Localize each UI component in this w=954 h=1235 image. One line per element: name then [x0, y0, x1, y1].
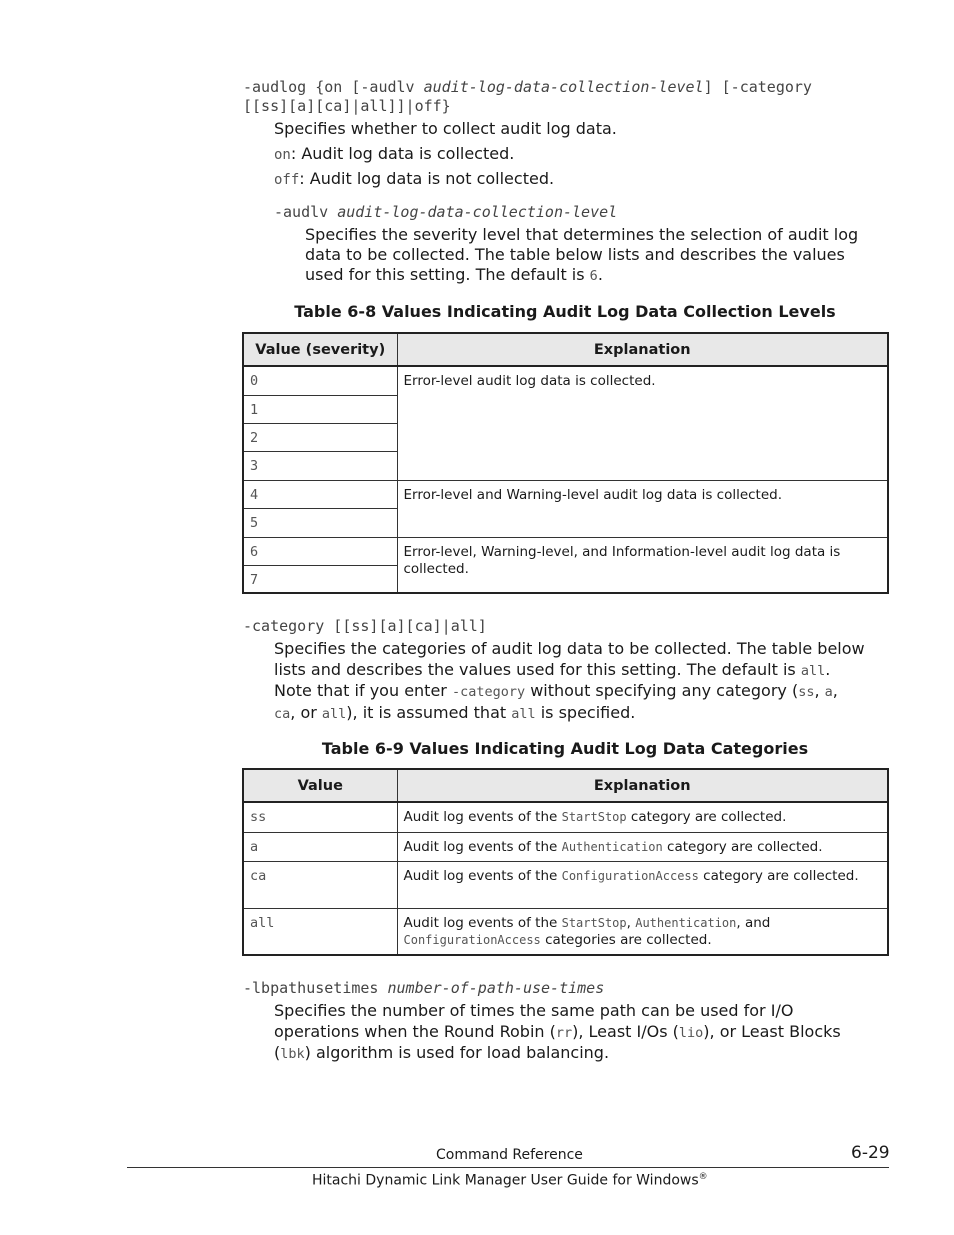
- lbpath-desc-line2: [274, 1022, 841, 1044]
- table2-all-pre: Audit log events of the: [403, 914, 562, 931]
- footer-guide-text: Hitachi Dynamic Link Manager User Guide for Windows: [312, 1172, 699, 1189]
- audlog-syntax: [243, 78, 812, 116]
- table2-header-value: Value: [243, 769, 397, 802]
- audlv-description: [305, 225, 858, 286]
- lbpath-syntax: [243, 979, 604, 997]
- lbpath-option: -lbpathusetimes: [243, 979, 379, 997]
- table2-all-code1: StartStop: [561, 915, 627, 930]
- table1: [242, 332, 889, 594]
- footer-guide-title: [312, 1172, 708, 1189]
- audlv-arg: audit-log-data-collection-level: [337, 203, 618, 221]
- category-description: [274, 639, 865, 724]
- lbpath-rr-code: rr: [555, 1024, 573, 1041]
- table1-caption: Table 6-8 Values Indicating Audit Log Data Collection Levels: [294, 302, 836, 321]
- category-l4-text: , or: [290, 702, 322, 722]
- table2-header-explanation: Explanation: [397, 769, 888, 802]
- table1-value-3: 3: [243, 451, 397, 480]
- audlv-desc-line3: [305, 265, 858, 286]
- table-row: [243, 832, 888, 861]
- table1-header-value: Value (severity): [243, 333, 397, 366]
- category-ss-code: ss: [798, 684, 815, 700]
- lbpath-desc-line1: Specifies the number of times the same path can be used for I/O: [274, 1001, 794, 1020]
- table2-all-sep1: ,: [626, 914, 636, 931]
- category-default-code: all: [800, 662, 826, 679]
- table1-explanation-1: Error-level and Warning-level audit log data is collected.: [397, 480, 888, 537]
- category-l3-end: ,: [832, 681, 838, 700]
- category-desc-line2: [274, 660, 865, 682]
- table1-explanation-0: Error-level audit log data is collected.: [397, 366, 888, 480]
- category-a-code: a: [824, 684, 833, 700]
- table2-all-sep2: , and: [736, 914, 771, 931]
- table2-all-post: categories are collected.: [540, 931, 712, 948]
- table1-explanation-2: Error-level, Warning-level, and Information-level audit log data is collected.: [397, 537, 888, 593]
- table2-caption: Table 6-9 Values Indicating Audit Log Data Categories: [321, 739, 809, 758]
- table2-value-a: a: [243, 832, 397, 861]
- audlog-syntax-line2: [[ss][a][ca]|all]]|off}: [243, 97, 451, 115]
- table2-ca-code: ConfigurationAccess: [561, 868, 699, 883]
- audlog-off-line: [274, 169, 554, 190]
- table1-value-5: 5: [243, 508, 397, 537]
- category-all-code-2: all: [511, 705, 536, 722]
- table1-value-2: 2: [243, 423, 397, 451]
- table2-value-all: all: [243, 908, 397, 955]
- table2: [242, 768, 889, 956]
- off-code: off: [274, 172, 300, 188]
- table1-value-4: 4: [243, 480, 397, 508]
- audlog-description: Specifies whether to collect audit log data.: [274, 119, 617, 138]
- table2-explanation-all: [397, 908, 888, 955]
- table2-ss-pre: Audit log events of the: [403, 809, 562, 825]
- table1-value-1: 1: [243, 395, 397, 423]
- table2-a-post: category are collected.: [662, 838, 823, 855]
- table2-all-code3: ConfigurationAccess: [403, 932, 541, 947]
- category-l3-text: Note that if you enter: [274, 681, 452, 700]
- audlv-option: -audlv: [274, 203, 329, 221]
- audlv-desc-line3-text: used for this setting. The default is: [305, 265, 590, 284]
- registered-mark: ®: [698, 1172, 708, 1182]
- audlv-desc-line3-end: .: [597, 265, 603, 284]
- lbpath-l2-end: ), or Least Blocks: [703, 1021, 841, 1041]
- lbpath-l3-open: (: [274, 1043, 281, 1062]
- table2-a-code: Authentication: [561, 839, 663, 854]
- table1-value-7: 7: [243, 565, 397, 593]
- table2-ca-pre: Audit log events of the: [403, 867, 562, 884]
- category-desc-line4: [274, 703, 865, 725]
- category-all-code: all: [321, 705, 347, 722]
- on-code: on: [274, 147, 291, 163]
- table2-explanation-ca: [397, 861, 888, 908]
- table2-all-code2: Authentication: [635, 915, 737, 930]
- table1-value-6: 6: [243, 537, 397, 565]
- category-l2-end: .: [825, 659, 831, 679]
- lbpath-lio-code: lio: [678, 1024, 704, 1041]
- table-row: [243, 908, 888, 955]
- category-l4-text2: ), it is assumed that: [346, 702, 512, 722]
- category-l3-text2: without specifying any category (: [525, 681, 799, 700]
- table2-header-row: [243, 769, 888, 802]
- table2-explanation-a: [397, 832, 888, 861]
- category-l3-sep: ,: [814, 681, 825, 700]
- table-row: [243, 480, 888, 508]
- table-row: [243, 802, 888, 832]
- footer-page-number: 6-29: [851, 1143, 890, 1163]
- audlog-syntax-part3: ] [-category: [703, 78, 812, 96]
- lbpath-l2-text2: ), Least I/Os (: [572, 1021, 679, 1041]
- table2-ss-code: StartStop: [561, 810, 627, 824]
- table2-a-pre: Audit log events of the: [403, 838, 562, 855]
- lbpath-arg: number-of-path-use-times: [387, 979, 605, 997]
- audlog-syntax-level-arg: audit-log-data-collection-level: [423, 78, 704, 96]
- category-option-code: -category: [451, 684, 526, 700]
- footer-divider: [127, 1167, 889, 1168]
- table2-value-ss: ss: [243, 802, 397, 832]
- table2-value-ca: ca: [243, 861, 397, 908]
- category-ca-code: ca: [274, 705, 291, 722]
- audlv-desc-line2: data to be collected. The table below lists and describes the values: [305, 245, 845, 264]
- table1-header-explanation: Explanation: [397, 333, 888, 366]
- table-row: [243, 861, 888, 908]
- table2-ss-post: category are collected.: [626, 809, 787, 825]
- lbpath-lbk-code: lbk: [280, 1046, 305, 1062]
- table-row: [243, 366, 888, 395]
- lbpath-desc-line3: [274, 1043, 841, 1065]
- category-syntax: -category [[ss][a][ca]|all]: [243, 617, 487, 635]
- category-l2-text: lists and describes the values used for this setting. The default is: [274, 659, 801, 679]
- lbpath-l3-end: ) algorithm is used for load balancing.: [304, 1043, 610, 1062]
- table1-value-0: 0: [243, 366, 397, 395]
- footer-section-title: Command Reference: [436, 1147, 583, 1163]
- table1-header-row: [243, 333, 888, 366]
- lbpath-l2-text: operations when the Round Robin (: [274, 1021, 556, 1041]
- lbpath-description: [274, 1001, 841, 1065]
- audlv-desc-line1: Specifies the severity level that determines the selection of audit log: [305, 225, 859, 244]
- table2-ca-post: category are collected.: [698, 867, 859, 884]
- audlv-default-code: 6: [589, 268, 598, 284]
- category-desc-line3: [274, 681, 865, 703]
- audlog-syntax-part1: -audlog {on [-audlv: [243, 78, 424, 96]
- category-l4-end: is specified.: [535, 702, 636, 722]
- on-text: : Audit log data is collected.: [290, 144, 515, 163]
- table2-explanation-ss: [397, 802, 888, 832]
- category-desc-line1: Specifies the categories of audit log data to be collected. The table below: [274, 639, 865, 658]
- table-row: [243, 537, 888, 565]
- off-text: : Audit log data is not collected.: [299, 169, 555, 188]
- audlog-on-line: [274, 144, 514, 165]
- audlv-syntax: [274, 203, 617, 221]
